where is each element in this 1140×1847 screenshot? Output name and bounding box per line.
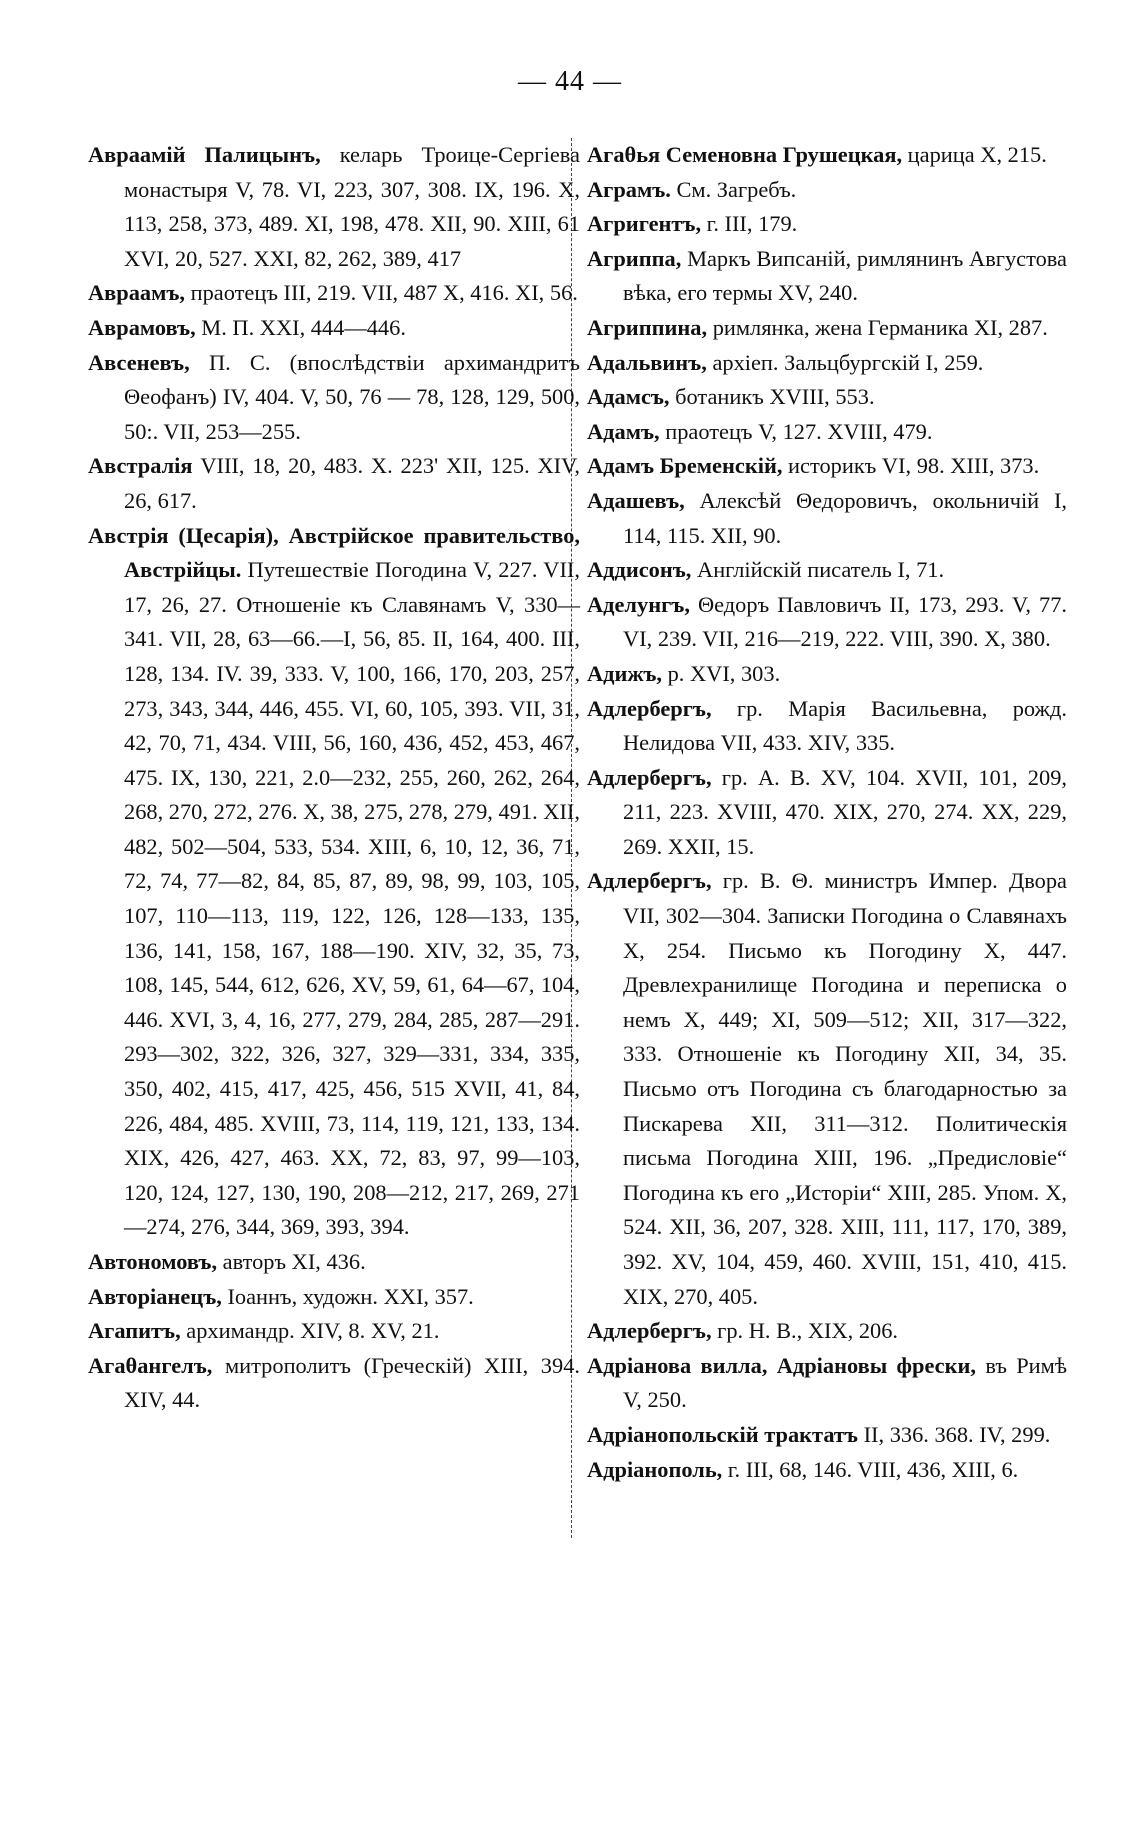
- index-entry: [587, 346, 1067, 381]
- entry-headword: Агаθангелъ,: [88, 1352, 213, 1378]
- page-number: — 44 —: [518, 66, 622, 97]
- index-entry: [587, 692, 1067, 761]
- index-entry: [88, 1314, 580, 1349]
- entry-references: Путешествіе Погодина V, 227. VII, 17, 26, 27. Отношеніе къ Славянамъ V, 330—341. VII, 28, 63—66.—I, 56, 85. II, 164, 400. III, 128, 134. IV. 39, 333. V, 100, 166, 170, 203, 257, 273, 343, 344, 446, 455. VI, 60, 105, 393. VII, 31, 42, 70, 71, 434. VIII, 56, 160, 436, 452, 453, 467, 475. IX, 130, 221, 2.0—232, 255, 260, 262, 264, 268, 270, 272, 276. X, 38, 275, 278, 279, 491. XII, 482, 502—504, 533, 534. XIII, 6, 10, 12, 36, 71, 72, 74, 77—82, 84, 85, 87, 89, 98, 99, 103, 105, 107, 110—113, 119, 122, 126, 128—133, 135, 136, 141, 158, 167, 188—190. XIV, 32, 35, 73, 108, 145, 544, 612, 626, XV, 59, 61, 64—67, 104, 446. XVI, 3, 4, 16, 277, 279, 284, 285, 287—291. 293—302, 322, 326, 327, 329—331, 334, 335, 350, 402, 415, 417, 425, 456, 515 XVII, 41, 84, 226, 484, 485. XVIII, 73, 114, 119, 121, 133, 134. XIX, 426, 427, 463. XX, 72, 83, 97, 99—103, 120, 124, 127, 130, 190, 208—212, 217, 269, 271—274, 276, 344, 369, 393, 394.: [124, 557, 580, 1240]
- entry-references: праотецъ V, 127. XVIII, 479.: [659, 418, 933, 444]
- entry-headword: Аделунгъ,: [587, 591, 690, 617]
- index-entry: [587, 1418, 1067, 1453]
- entry-references: гр. А. В. XV, 104. XVII, 101, 209, 211, 223. XVIII, 470. XIX, 270, 274. XX, 229, 269. XXII, 15.: [623, 764, 1067, 859]
- entry-headword: Адлербергъ,: [587, 868, 712, 894]
- entry-headword: Адлербергъ,: [587, 1318, 712, 1344]
- entry-references: г. III, 68, 146. VIII, 436, XIII, 6.: [722, 1456, 1019, 1482]
- index-entry: [88, 1349, 580, 1418]
- entry-references: П. С. (впослѣдствіи архимандритъ Θеофанъ) IV, 404. V, 50, 76 — 78, 128, 129, 500, 50:. VII, 253—255.: [124, 349, 580, 444]
- index-entry: [88, 1245, 580, 1280]
- index-entry: [587, 1349, 1067, 1418]
- entry-references: См. Загребъ.: [670, 176, 797, 202]
- index-entry: [88, 138, 580, 276]
- index-entry: [88, 449, 580, 518]
- entry-headword: Австрія (Цесарія), Австрійское правительство, Австрійцы.: [88, 522, 580, 583]
- entry-references: II, 336. 368. IV, 299.: [857, 1421, 1051, 1447]
- entry-headword: Адріанова вилла, Адріановы фрески,: [587, 1352, 977, 1378]
- index-entry: [587, 588, 1067, 657]
- index-entry: [88, 1280, 580, 1315]
- entry-references: Алексѣй Θедоровичъ, окольничій I, 114, 115. XII, 90.: [623, 487, 1067, 548]
- entry-references: историкъ VI, 98. XIII, 373.: [782, 453, 1040, 479]
- entry-references: гр. Марія Васильевна, рожд. Нелидова VII, 433. XIV, 335.: [623, 695, 1067, 756]
- right-column: [587, 138, 1067, 1487]
- entry-headword: Адамъ Бременскій,: [587, 453, 783, 479]
- entry-headword: Адамъ,: [587, 418, 660, 444]
- entry-references: въ Римѣ V, 250.: [623, 1352, 1067, 1413]
- index-entry: [587, 138, 1067, 173]
- index-entry: [88, 346, 580, 450]
- entry-headword: Агриппина,: [587, 314, 708, 340]
- entry-headword: Аграмъ.: [587, 176, 671, 202]
- entry-headword: Авсеневъ,: [88, 349, 190, 375]
- entry-references: римлянка, жена Германика XI, 287.: [707, 314, 1048, 340]
- entry-headword: Адлербергъ,: [587, 695, 712, 721]
- index-entry: [587, 380, 1067, 415]
- index-entry: [587, 761, 1067, 865]
- entry-references: архіеп. Зальцбургскій I, 259.: [706, 349, 984, 375]
- entry-references: Маркъ Випсаній, римлянинъ Августова вѣка, его термы XV, 240.: [623, 245, 1067, 306]
- entry-headword: Авраамъ,: [88, 280, 186, 306]
- entry-references: гр. В. Θ. министръ Импер. Двора VII, 302—304. Записки Погодина о Славянахъ X, 254. Письмо къ Погодину X, 447. Древлехранилище Погодина и переписка о немъ X, 449; XI, 509—512; XII, 317—322, 333. Отношеніе къ Погодину XII, 34, 35. Письмо отъ Погодина съ благодарностью за Пискарева XII, 311—312. Политическія письма Погодина XIII, 196. „Предисловіе“ Погодина къ его „Исторіи“ XIII, 285. Упом. X, 524. XII, 36, 207, 328. XIII, 111, 117, 170, 389, 392. XV, 104, 459, 460. XVIII, 151, 410, 415. XIX, 270, 405.: [623, 868, 1067, 1309]
- entry-references: гр. Н. В., XIX, 206.: [711, 1318, 899, 1344]
- index-entry: [587, 207, 1067, 242]
- entry-headword: Агригентъ,: [587, 211, 702, 237]
- index-entry: [587, 484, 1067, 553]
- entry-headword: Агаθья Семеновна Грушецкая,: [587, 142, 903, 167]
- index-entry: [587, 1453, 1067, 1488]
- entry-references: Іоаннъ, художн. XXI, 357.: [221, 1283, 474, 1309]
- entry-headword: Адижъ,: [587, 660, 662, 686]
- index-entry: [88, 519, 580, 1245]
- index-entry: [587, 864, 1067, 1314]
- entry-headword: Агапитъ,: [88, 1318, 181, 1344]
- entry-headword: Адашевъ,: [587, 487, 685, 513]
- entry-headword: Адлербергъ,: [587, 764, 712, 790]
- entry-references: р. XVI, 303.: [662, 660, 781, 686]
- entry-headword: Агриппа,: [587, 245, 682, 271]
- entry-headword: Автономовъ,: [88, 1249, 218, 1274]
- entry-headword: Адамсъ,: [587, 384, 670, 410]
- entry-headword: Авраамій Палицынъ,: [88, 142, 321, 167]
- entry-references: авторъ XI, 436.: [217, 1249, 366, 1274]
- index-entry: [587, 657, 1067, 692]
- index-entry: [587, 1314, 1067, 1349]
- index-entry: [587, 173, 1067, 208]
- entry-references: г. III, 179.: [701, 211, 798, 237]
- entry-references: Θедоръ Павловичъ II, 173, 293. V, 77. VI, 239. VII, 216—219, 222. VIII, 390. X, 380.: [623, 591, 1067, 652]
- left-column: [88, 138, 580, 1418]
- index-entry: [587, 449, 1067, 484]
- entry-headword: Адріанополь,: [587, 1456, 723, 1482]
- entry-headword: Австралія: [88, 453, 193, 479]
- entry-references: Англійскій писатель I, 71.: [691, 557, 945, 583]
- entry-headword: Аддисонъ,: [587, 557, 692, 583]
- index-entry: [88, 311, 580, 346]
- entry-references: митрополитъ (Греческій) XIII, 394. XIV, 44.: [124, 1352, 580, 1413]
- index-entry: [88, 276, 580, 311]
- entry-references: VIII, 18, 20, 483. X. 223' XII, 125. XIV, 26, 617.: [124, 453, 580, 513]
- entry-headword: Адальвинъ,: [587, 349, 707, 375]
- entry-headword: Адріанопольскій трактатъ: [587, 1421, 858, 1447]
- index-entry: [587, 553, 1067, 588]
- entry-headword: Авторіанецъ,: [88, 1283, 222, 1309]
- entry-headword: Аврамовъ,: [88, 314, 196, 340]
- entry-references: келарь Троице-Сергіева монастыря V, 78. VI, 223, 307, 308. IX, 196. X, 113, 258, 373, 489. XI, 198, 478. XII, 90. XIII, 61 XVI, 20, 527. XXI, 82, 262, 389, 417: [124, 142, 580, 271]
- entry-references: М. П. XXI, 444—446.: [195, 314, 406, 340]
- index-entry: [587, 311, 1067, 346]
- entry-references: царица X, 215.: [902, 142, 1047, 167]
- entry-references: праотецъ III, 219. VII, 487 X, 416. XI, 56.: [185, 280, 578, 306]
- entry-references: ботаникъ XVIII, 553.: [669, 384, 875, 410]
- index-entry: [587, 242, 1067, 311]
- index-entry: [587, 415, 1067, 450]
- entry-references: архимандр. XIV, 8. XV, 21.: [180, 1318, 440, 1344]
